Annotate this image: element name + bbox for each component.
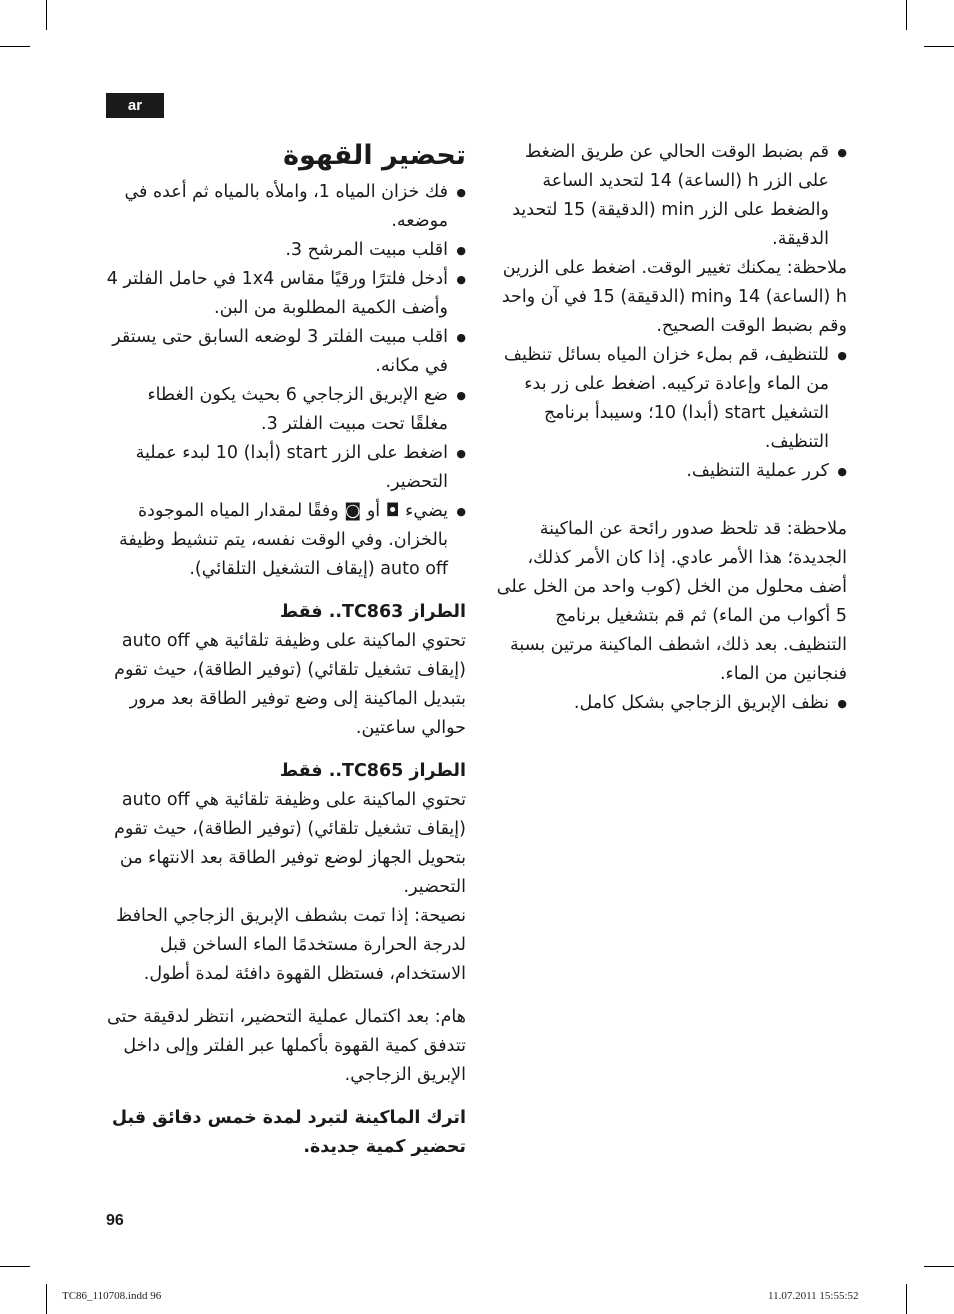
model-heading: الطراز TC865.. فقط [279,761,466,781]
list-item: ● ضع الإبريق الزجاجي 6 بحيث يكون الغطاء مغلقًا تحت مبيت الفلتر 3. [106,381,466,439]
crop-mark [906,1284,907,1314]
list-item: ● كرر عملية التنظيف. [495,457,847,486]
list-item: ● نظف الإبريق الزجاجي بشكل كامل. [495,689,847,718]
tip-paragraph: نصيحة: إذا تمت بشطف الإبريق الزجاجي الحافظ لدرجة الحرارة مستخدمًا الماء الساخن قبل الاستخدام، فستظل القهوة دافئة لمدة أطول. [116,906,466,984]
model-description: تحتوي الماكينة على وظيفة تلقائية هي auto off (إيقاف تشغيل تلقائي) (توفير الطاقة)، حيث تقوم بتحويل الجهاز لوضع توفير الطاقة بعد الانتهاء من التحضير. [114,790,466,897]
list-item: ● اقلب مبيت الفلتر 3 لوضعه السابق حتى يستقر في مكانه. [106,323,466,381]
left-column [106,138,466,1162]
footer-file: TC86_110708.indd 96 [62,1290,162,1302]
model-description: تحتوي الماكينة على وظيفة تلقائية هي auto off (إيقاف تشغيل تلقائي) (توفير الطاقة)، حيث تقوم بتبديل الماكينة إلى وضع توفير الطاقة بعد مرور حوالي ساعتين. [114,631,466,738]
list-item: ● اضغط على الزر start (أبدا) 10 لبدء عملية التحضير. [106,439,466,497]
list-item: ● أدخل فلترًا ورقيًا مقاس 1x4 في حامل الفلتر 4 وأضف الكمية المطلوبة من البن. [106,265,466,323]
footer-datetime: 11.07.2011 15:55:52 [768,1290,859,1302]
steps-list-2 [495,341,847,486]
list-item: ● للتنظيف، قم بملء خزان المياه بسائل تنظيف من الماء وإعادة تركيبه. اضغط على زر بدء التشغيل start (أبدا) 10؛ وسيبدأ برنامج التنظيف. [495,341,847,457]
model-heading: الطراز TC863.. فقط [279,602,466,622]
crop-mark [906,0,907,30]
brewing-steps-list [106,178,466,584]
right-column [495,138,847,718]
language-tab: ar [106,93,164,118]
crop-mark [46,1284,47,1314]
crop-mark [924,1266,954,1267]
steps-list-1 [495,138,847,254]
crop-mark [924,46,954,47]
list-item: ● يضيء ◘ أو ◙ وفقًا لمقدار المياه الموجودة بالخزان. وفي الوقت نفسه، يتم تنشيط وظيفة auto off (إيقاف التشغيل التلقائي). [106,497,466,584]
note-paragraph: ملاحظة: قد تلحظ صدور رائحة عن الماكينة الجديدة؛ هذا الأمر عادي. إذا كان الأمر كذلك، أضف محلول من الخل (كوب واحد من الخل على 5 أكواب من الماء) ثم قم بتشغيل برنامج التنظيف. بعد ذلك، اشطف الماكينة مرتين بسبة فنجانين من الماء. [496,519,847,684]
crop-mark [0,46,30,47]
list-item: ● قم بضبط الوقت الحالي عن طريق الضغط على الزر h (الساعة) 14 لتحديد الساعة والضغط على الزر min (الدقيقة) 15 لتحديد الدقيقة. [495,138,847,254]
section-title: تحضير القهوة [283,140,466,171]
steps-list-3 [495,689,847,718]
important-paragraph: هام: بعد اكتمال عملية التحضير، انتظر لدقيقة حتى تتدفق كمية القهوة بأكملها عبر الفلتر وإلى داخل الإبريق الزجاجي. [106,1007,466,1085]
crop-mark [46,0,47,30]
final-bold-paragraph: اترك الماكينة لتبرد لمدة خمس دقائق قبل تحضير كمية جديدة. [111,1108,466,1157]
crop-mark [0,1266,30,1267]
page-number: 96 [106,1212,124,1229]
list-item: ● فك خزان المياه 1، واملأه بالمياه ثم أعده في موضعه. [106,178,466,236]
list-item: ● اقلب مبيت المرشح 3. [106,236,466,265]
note-paragraph: ملاحظة: يمكنك تغيير الوقت. اضغط على الزرين h (الساعة) 14 وmin (الدقيقة) 15 في آن واحد وقم بضبط الوقت الصحيح. [501,258,847,336]
